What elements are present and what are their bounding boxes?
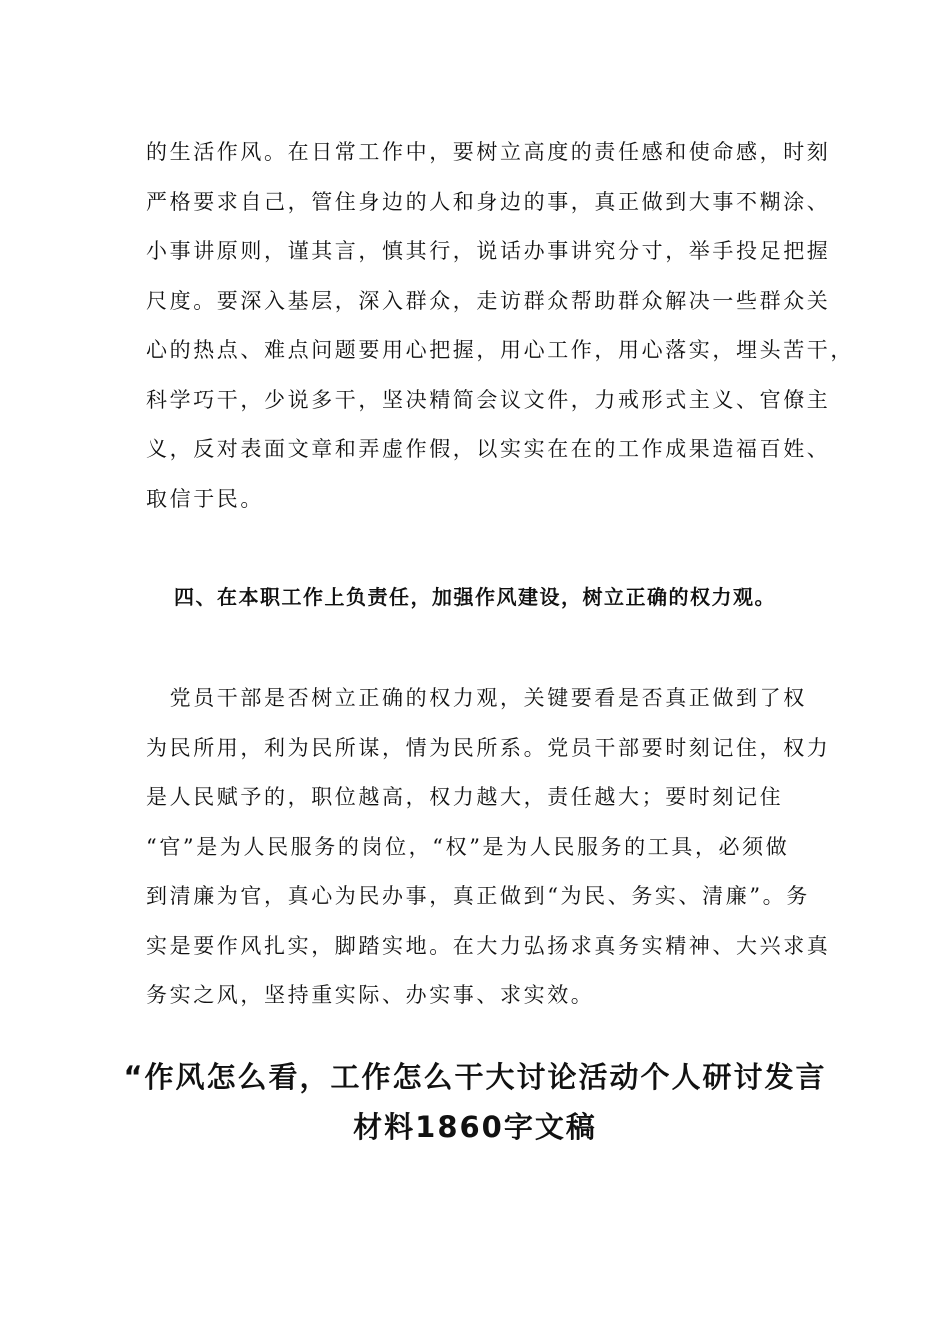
paragraph-line: 为民所用，利为民所谋，情为民所系。党员干部要时刻记住，权力 [146,735,831,760]
paragraph-line: 心的热点、难点问题要用心把握，用心工作，用心落实，埋头苦干， [146,338,854,362]
paragraph-line: 党员干部是否树立正确的权力观，关键要看是否真正做到了权 [146,686,807,710]
paragraph-line: 实是要作风扎实，脚踏实地。在大力弘扬求真务实精神、大兴求真 [146,933,831,958]
section-heading: 四、在本职工作上负责任，加强作风建设，树立正确的权力观。 [174,585,776,609]
paragraph-line: 科学巧干，少说多干，坚决精简会议文件，力戒形式主义、官僚主 [146,387,831,412]
paragraph-line: 义，反对表面文章和弄虚作假，以实实在在的工作成果造福百姓、 [146,437,831,461]
document-title [0,1052,950,1152]
paragraph-line: 取信于民。 [146,486,264,511]
paragraph-line: 的生活作风。在日常工作中，要树立高度的责任感和使命感，时刻 [146,140,831,164]
paragraph-line: 务实之风，坚持重实际、办实事、求实效。 [146,983,595,1007]
paragraph-line: “官”是为人民服务的岗位，“权”是为人民服务的工具，必须做 [146,834,790,859]
body-paragraph-1 [146,128,854,524]
document-title-line-2: 材料1860字文稿 [353,1110,597,1144]
paragraph-line: 严格要求自己，管住身边的人和身边的事，真正做到大事不糊涂、 [146,189,831,214]
paragraph-line: 尺度。要深入基层，深入群众，走访群众帮助群众解决一些群众关 [146,288,831,313]
paragraph-line: 到清廉为官，真心为民办事，真正做到“为民、务实、清廉”。务 [146,884,810,908]
paragraph-line: 是人民赋予的，职位越高，权力越大，责任越大；要时刻记住 [146,785,784,809]
body-paragraph-2 [146,674,831,1021]
paragraph-line: 小事讲原则，谨其言，慎其行，说话办事讲究分寸，举手投足把握 [146,239,831,263]
document-title-line-1: “作风怎么看，工作怎么干大讨论活动个人研讨发言 [123,1060,827,1094]
